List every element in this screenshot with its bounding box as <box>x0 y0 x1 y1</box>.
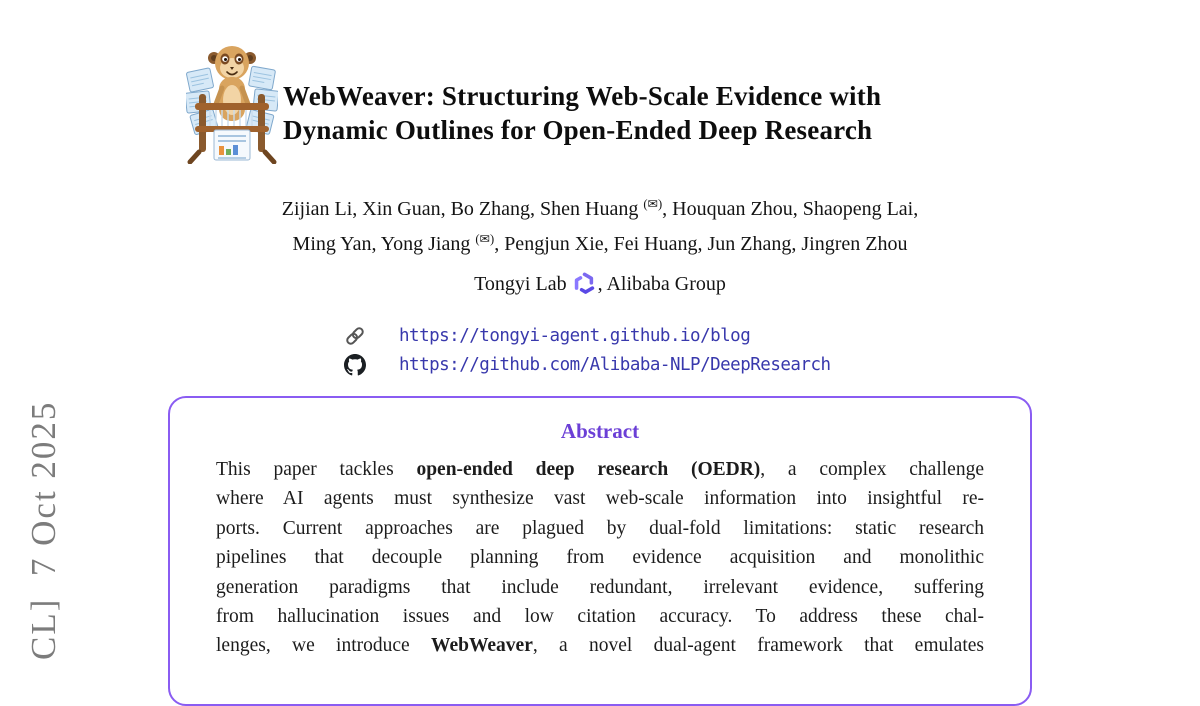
affiliation-lab: Tongyi Lab <box>474 273 567 295</box>
github-link-row <box>344 350 831 379</box>
arxiv-stamp: CL] 7 Oct 2025 <box>24 400 63 660</box>
chain-link-icon <box>344 325 366 347</box>
abstract-line: pipelines that decouple planning from evidence acquisition and monolithic <box>216 547 984 569</box>
tongyi-logo-icon <box>572 271 597 296</box>
affiliation-group: , Alibaba Group <box>597 273 726 295</box>
blog-url-link[interactable]: https://tongyi-agent.github.io/blog <box>399 325 751 346</box>
abstract-line: lenges, we introduce WebWeaver, a novel dual-agent framework that emulates <box>216 635 984 657</box>
abstract-line: where AI agents must synthesize vast web-scale information into insightful re- <box>216 488 984 510</box>
woven-report-page <box>214 130 250 160</box>
mail-envelope-icon: (✉) <box>643 197 663 211</box>
mail-envelope-icon: (✉) <box>475 232 495 246</box>
abstract-line: This paper tackles open-ended deep research (OEDR), a complex challenge <box>216 459 984 480</box>
abstract-line: generation paradigms that include redundant, irrelevant evidence, suffering <box>216 576 984 598</box>
title-line-1: WebWeaver: Structuring Web-Scale Evidence with <box>283 81 882 111</box>
author-line-1: Zijian Li, Xin Guan, Bo Zhang, Shen Huang (✉), Houquan Zhou, Shaopeng Lai, <box>281 197 919 220</box>
author-list <box>0 189 1200 259</box>
paper-title <box>283 79 881 147</box>
abstract-line: from hallucination issues and low citation accuracy. To address these chal- <box>216 606 984 628</box>
github-url-link[interactable]: https://github.com/Alibaba-NLP/DeepResearch <box>399 354 831 375</box>
title-line-2: Dynamic Outlines for Open-Ended Deep Research <box>283 115 873 145</box>
author-line-2: Ming Yan, Yong Jiang (✉), Pengjun Xie, Fei Huang, Jun Zhang, Jingren Zhou <box>292 232 908 255</box>
webweaver-meerkat-logo <box>186 32 278 164</box>
links-block <box>344 321 831 379</box>
abstract-box <box>168 396 1032 706</box>
abstract-text <box>216 455 984 661</box>
abstract-line: ports. Current approaches are plagued by dual-fold limitations: static research <box>216 517 984 539</box>
meerkat-loom-illustration <box>186 32 278 164</box>
abstract-heading: Abstract <box>560 419 640 443</box>
affiliation-line <box>0 271 1200 296</box>
github-icon <box>344 354 366 376</box>
blog-link-row <box>344 321 831 350</box>
